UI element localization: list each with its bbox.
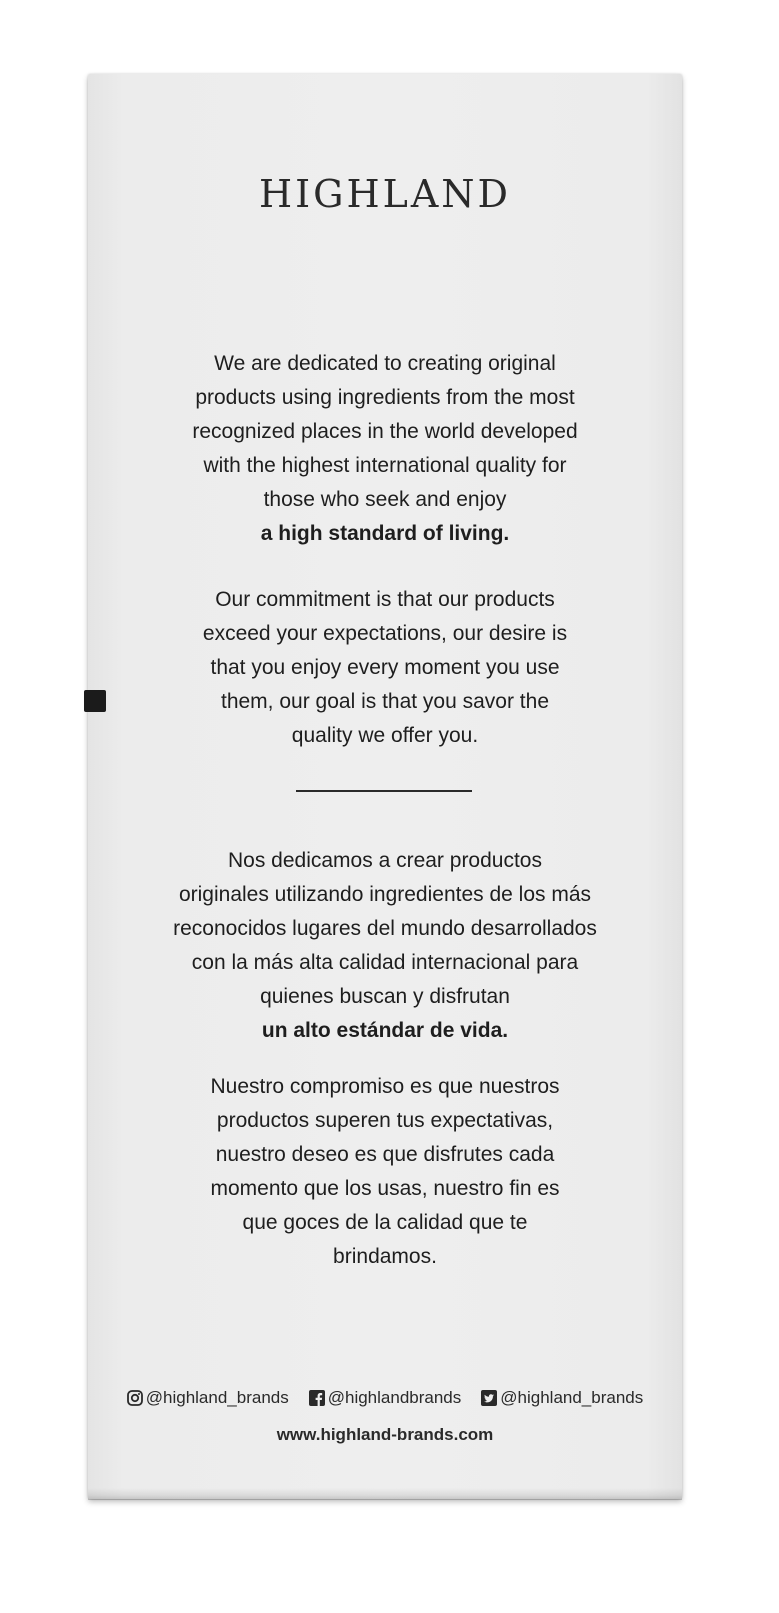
text-line: originales utilizando ingredientes de los más	[178, 883, 592, 906]
twitter-handle	[481, 1388, 643, 1408]
text-line: that you enjoy every moment you use	[210, 656, 560, 679]
text-line: momento que los usas, nuestro fin es	[210, 1177, 560, 1200]
instagram-icon	[127, 1390, 143, 1406]
english-paragraph-1	[100, 347, 670, 551]
text-line: them, our goal is that you savor the	[220, 690, 549, 713]
instagram-handle-text: @highland_brands	[145, 1388, 289, 1407]
spanish-paragraph-1	[100, 844, 670, 1048]
text-line: recognized places in the world developed	[192, 420, 578, 443]
section-divider	[296, 790, 472, 792]
text-line: Nuestro compromiso es que nuestros	[210, 1075, 560, 1098]
box-bottom-edge	[88, 1488, 682, 1500]
text-line: Our commitment is that our products	[215, 588, 555, 611]
text-line: quality we offer you.	[291, 724, 479, 747]
facebook-handle	[309, 1388, 462, 1408]
website-url: www.highland-brands.com	[276, 1425, 494, 1444]
text-line: reconocidos lugares del mundo desarrollados	[173, 917, 597, 940]
text-line: productos superen tus expectativas,	[216, 1109, 554, 1132]
brand-logo: HIGHLAND	[258, 172, 512, 216]
product-box	[88, 74, 682, 1499]
facebook-icon	[309, 1390, 325, 1406]
english-paragraph-2	[100, 583, 670, 753]
social-handles	[88, 1388, 682, 1408]
text-line: Nos dedicamos a crear productos	[228, 849, 542, 872]
twitter-icon	[481, 1390, 497, 1406]
text-line: products using ingredients from the most	[195, 386, 575, 409]
text-line: with the highest international quality for	[203, 454, 567, 477]
text-line: quienes buscan y disfrutan	[260, 985, 510, 1008]
spanish-tagline: un alto estándar de vida.	[261, 1019, 509, 1042]
text-line: those who seek and enjoy	[263, 488, 507, 511]
text-line: que goces de la calidad que te	[242, 1211, 528, 1234]
text-line: brindamos.	[333, 1245, 437, 1268]
text-line: con la más alta calidad internacional para	[191, 951, 579, 974]
text-line: nuestro deseo es que disfrutes cada	[215, 1143, 555, 1166]
twitter-handle-text: @highland_brands	[500, 1388, 644, 1407]
text-line: We are dedicated to creating original	[214, 352, 556, 375]
instagram-handle	[127, 1388, 289, 1408]
english-tagline: a high standard of living.	[260, 522, 510, 545]
text-line: exceed your expectations, our desire is	[202, 622, 568, 645]
spanish-paragraph-2	[100, 1070, 670, 1274]
facebook-handle-text: @highlandbrands	[327, 1388, 462, 1407]
